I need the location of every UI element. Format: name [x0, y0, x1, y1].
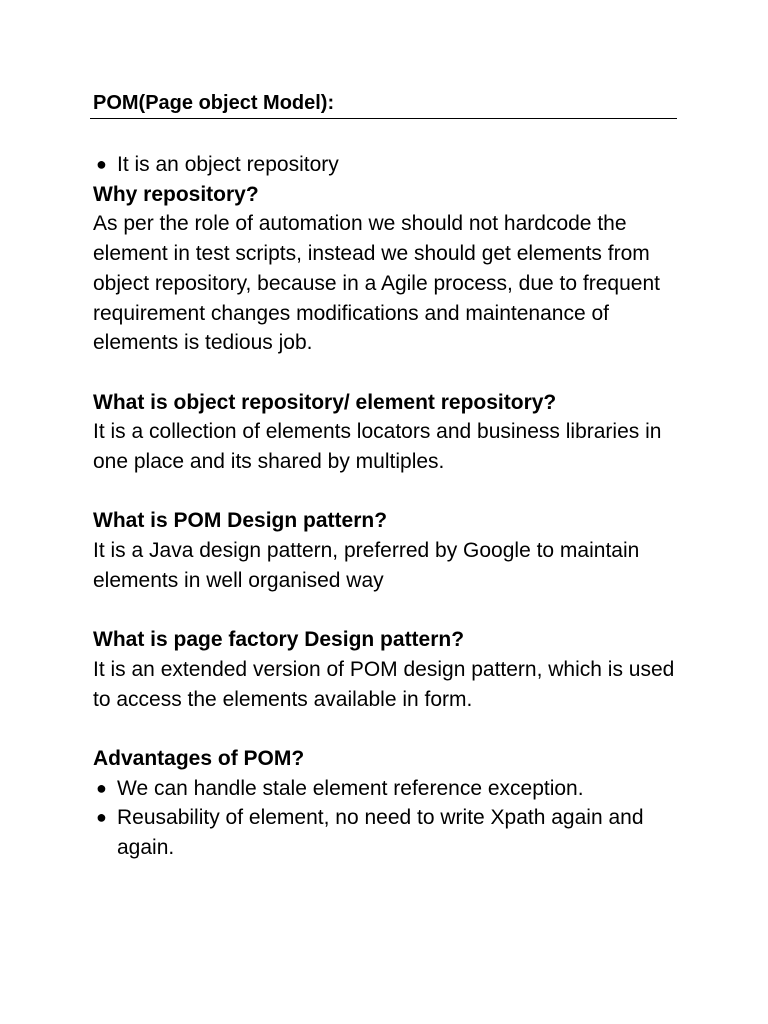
document-body [93, 150, 678, 863]
document-title: POM(Page object Model): [93, 92, 335, 114]
intro-bullet [93, 150, 678, 180]
advantage-bullet-text: Reusability of element, no need to write Xpath again and again. [117, 806, 644, 860]
bullet-icon: ● [96, 777, 107, 798]
document-page [93, 88, 678, 860]
section-text-pom-design-pattern: It is a Java design pattern, preferred by Google to maintain elements in well organised way [93, 539, 640, 592]
spacer [93, 596, 678, 626]
advantage-bullet-text: We can handle stale element reference exception. [117, 776, 584, 800]
section-text-why-repository: As per the role of automation we should not hardcode the element in test scripts, instead we should get elements from object repository, because in a Agile process, due to frequent requirement changes modifications and maintenance of elements is tedious job. [93, 212, 660, 355]
bullet-icon: ● [96, 154, 107, 174]
spacer [93, 477, 678, 507]
section-heading-page-factory: What is page factory Design pattern? [93, 628, 465, 652]
section-heading-why-repository: Why repository? [93, 182, 259, 206]
intro-bullet-text: It is an object repository [117, 153, 339, 176]
advantage-bullet [93, 803, 678, 862]
advantage-bullet [93, 774, 678, 804]
section-heading-advantages: Advantages of POM? [93, 747, 305, 770]
title-underline [90, 118, 677, 119]
section-text-page-factory: It is an extended version of POM design pattern, which is used to access the elements available in form. [93, 657, 675, 711]
section-heading-pom-design-pattern: What is POM Design pattern? [93, 509, 388, 533]
section-heading-object-repository: What is object repository/ element repository? [93, 390, 557, 414]
bullet-icon: ● [96, 807, 107, 828]
spacer [93, 358, 678, 388]
section-text-object-repository: It is a collection of elements locators and business libraries in one place and its shared by multiples. [93, 420, 662, 474]
spacer [93, 714, 678, 744]
